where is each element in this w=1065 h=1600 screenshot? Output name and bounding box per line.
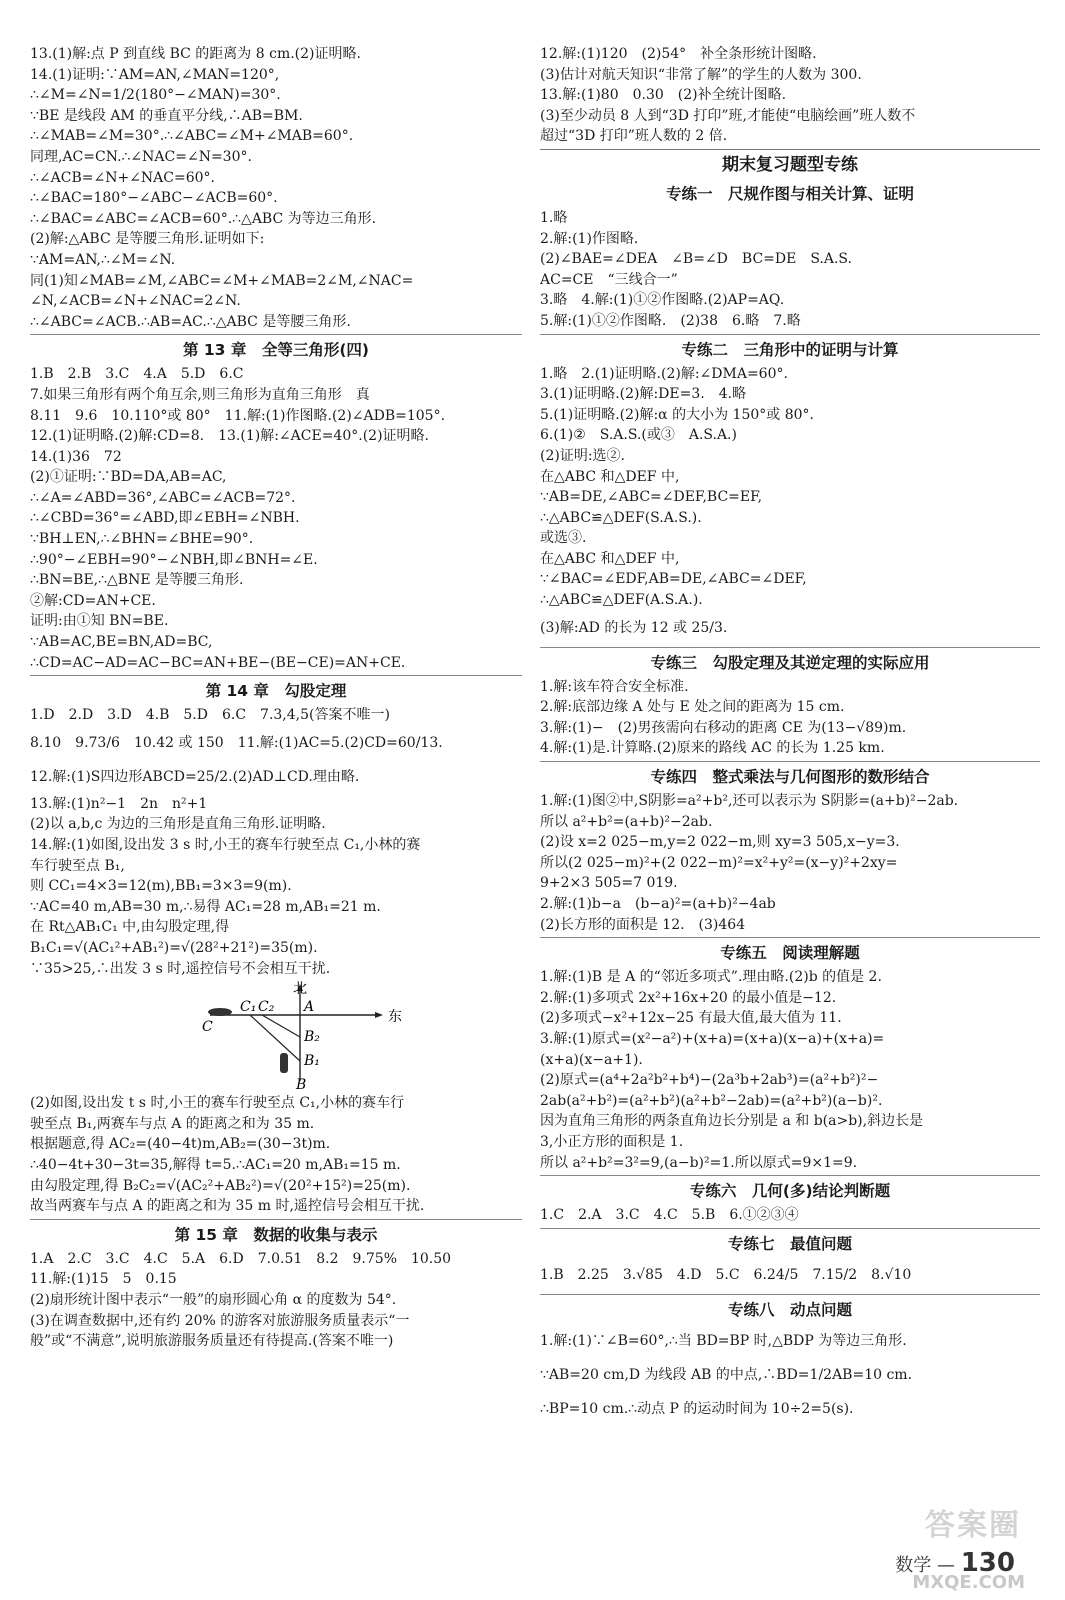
answer-line: ∵AC=40 m,AB=30 m,∴易得 AC₁=28 m,AB₁=21 m. (30, 898, 381, 915)
answer-line: 证明:由①知 BN=BE. (30, 613, 169, 630)
answer-line: ∵AB=AC,BE=BN,AD=BC, (30, 634, 213, 651)
answer-line: ∴△ABC≌△DEF(A.S.A.). (540, 592, 703, 609)
label-b2: B₂ (304, 1029, 320, 1046)
answer-line: 7.如果三角形有两个角互余,则三角形为直角三角形 真 (30, 386, 370, 403)
answer-line: 车行驶至点 B₁, (30, 857, 125, 874)
answer-line: ∵AB=20 cm,D 为线段 AB 的中点,∴BD=1/2AB=10 cm. (540, 1366, 913, 1383)
answer-line: 14.解:(1)如图,设出发 3 s 时,小王的赛车行驶至点 C₁,小林的赛 (30, 837, 421, 853)
answer-line: 故当两赛车与点 A 的距离之和为 35 m 时,遥控信号会相互干扰. (30, 1198, 425, 1215)
answer-line: (2)设 x=2 025−m,y=2 022−m,则 xy=3 505,x−y=3. (540, 834, 900, 851)
answer-line: 在△ABC 和△DEF 中, (540, 468, 680, 485)
answer-line: 1.D 2.D 3.D 4.B 5.D 6.C 7.3,4,5(答案不唯一) (30, 707, 390, 724)
chapter-13-heading: 第 13 章 全等三角形(四) (30, 334, 522, 364)
label-a: A (304, 999, 315, 1016)
answer-line: 或选③. (540, 530, 587, 547)
right-column (540, 44, 1040, 1426)
answer-line: 由勾股定理,得 B₂C₂=√(AC₂²+AB₂²)=√(20²+15²)=25(m). (30, 1177, 411, 1194)
left-column (30, 44, 522, 1352)
answer-line: 3.(1)证明略.(2)解:DE=3. 4.略 (540, 386, 747, 403)
diagram-svg (200, 981, 420, 1091)
footer-subject: 数学 (895, 1555, 932, 1576)
answer-line: 5.解:(1)①②作图略. (2)38 6.略 7.略 (540, 312, 801, 329)
answer-line: 3.解:(1)原式=(x²−a²)+(x+a)=(x+a)(x−a)+(x+a)= (540, 1030, 885, 1047)
answer-line: 同(1)知∠MAB=∠M,∠ABC=∠M+∠MAB=2∠M,∠NAC= (30, 272, 414, 289)
answer-line: AC=CE “三线合一” (540, 271, 678, 288)
page-number: 130 (960, 1548, 1015, 1578)
label-c1: C₁ (240, 999, 257, 1016)
answer-line: ②解:CD=AN+CE. (30, 592, 156, 609)
watermark-logo: 答案圈 (925, 1508, 1021, 1543)
answer-line: (2)扇形统计图中表示“一般”的扇形圆心角 α 的度数为 54°. (30, 1291, 397, 1308)
answer-line: 1.解:该车符合安全标准. (540, 678, 689, 695)
car-icon (208, 1008, 232, 1016)
watermark-url: MXQE.COM (912, 1572, 1025, 1593)
answer-line: 14.(1)36 72 (30, 448, 122, 465)
answer-line: ∵AB=DE,∠ABC=∠DEF,BC=EF, (540, 489, 763, 506)
label-c: C (202, 1019, 213, 1036)
footer-dash: — (936, 1555, 955, 1576)
final-review-heading: 期末复习题型专练 (540, 149, 1040, 179)
answer-line: 5.(1)证明略.(2)解:α 的大小为 150°或 80°. (540, 406, 814, 423)
answer-line: (2)以 a,b,c 为边的三角形是直角三角形.证明略. (30, 816, 326, 833)
chapter-15-heading: 第 15 章 数据的收集与表示 (30, 1219, 522, 1249)
answer-line: ∴∠ABC=∠ACB.∴AB=AC.∴△ABC 是等腰三角形. (30, 313, 351, 330)
answer-line: 2ab(a²+b²)=(a²+b²)(a²+b²−2ab)=(a²+b²)(a−b)². (540, 1092, 883, 1109)
section-1-heading: 专练一 尺规作图与相关计算、证明 (665, 184, 914, 203)
answer-line: 3.略 4.解:(1)①②作图略.(2)AP=AQ. (540, 292, 785, 309)
answer-line: ∵AM=AN,∴∠M=∠N. (30, 251, 176, 268)
race-car-diagram (30, 981, 522, 1091)
answer-line: ∴40−4t+30−3t=35,解得 t=5.∴AC₁=20 m,AB₁=15 m. (30, 1156, 401, 1173)
answer-line: 2.解:(1)多项式 2x²+16x+20 的最小值是−12. (540, 989, 837, 1006)
answer-line: ∵BH⊥EN,∴∠BHN=∠BHE=90°. (30, 531, 254, 548)
answer-line: 14.(1)证明:∵AM=AN,∠MAN=120°, (30, 66, 280, 83)
answer-line: 根据题意,得 AC₂=(40−4t)m,AB₂=(30−3t)m. (30, 1136, 331, 1153)
answer-line: 12.(1)证明略.(2)解:CD=8. 13.(1)解:∠ACE=40°.(2)证明略. (30, 428, 429, 445)
answer-line: 则 CC₁=4×3=12(m),BB₁=3×3=9(m). (30, 878, 292, 895)
answer-line: 同理,AC=CN.∴∠NAC=∠N=30°. (30, 148, 252, 165)
answer-line: (2)长方形的面积是 12. (3)464 (540, 916, 746, 933)
answer-line: ∴BP=10 cm.∴动点 P 的运动时间为 10÷2=5(s). (540, 1400, 854, 1417)
answer-line: 11.解:(1)15 5 0.15 (30, 1271, 177, 1288)
answer-line: 1.B 2.25 3.√85 4.D 5.C 6.24/5 7.15/2 8.√10 (540, 1266, 912, 1283)
answer-line: 2.解:(1)作图略. (540, 230, 639, 247)
answer-line: 所以 a²+b²=(a+b)²−2ab. (540, 813, 713, 830)
answer-line: 2.解:底部边缘 A 处与 E 处之间的距离为 15 cm. (540, 699, 845, 716)
answer-line: 8.10 9.73/6 10.42 或 150 11.解:(1)AC=5.(2)CD=60/13. (30, 734, 443, 751)
answer-line: 3.解:(1)− (2)男孩需向右移动的距离 CE 为(13−√89)m. (540, 719, 907, 736)
answer-line: ∴∠MAB=∠M=30°.∴∠ABC=∠M+∠MAB=60°. (30, 128, 354, 145)
answer-line: ∴∠M=∠N=1/2(180°−∠MAN)=30°. (30, 87, 281, 104)
answer-line: ∴∠BAC=180°−∠ABC−∠ACB=60°. (30, 190, 278, 207)
answer-line: (2)如图,设出发 t s 时,小王的赛车行驶至点 C₁,小林的赛车行 (30, 1095, 405, 1112)
answer-line: (3)估计对航天知识“非常了解”的学生的人数为 300. (540, 66, 862, 83)
answer-line: 13.解:(1)80 0.30 (2)补全统计图略. (540, 87, 787, 104)
answer-line: (2)解:△ABC 是等腰三角形.证明如下: (30, 231, 265, 248)
answer-line: ∵35>25,∴出发 3 s 时,遥控信号不会相互干扰. (30, 960, 331, 977)
answer-line: 1.C 2.A 3.C 4.C 5.B 6.①②③④ (540, 1207, 799, 1224)
label-north: 北 (293, 981, 307, 998)
answer-line: 1.略 (540, 209, 568, 226)
answer-line: 超过“3D 打印”班人数的 2 倍. (540, 128, 728, 145)
answer-line: (3)在调查数据中,还有约 20% 的游客对旅游服务质量表示“一 (30, 1312, 410, 1329)
answer-line: ∴BN=BE,∴△BNE 是等腰三角形. (30, 572, 244, 589)
answer-line: 1.解:(1)图②中,S阴影=a²+b²,还可以表示为 S阴影=(a+b)²−2ab. (540, 793, 959, 810)
answer-line: ∵∠BAC=∠EDF,AB=DE,∠ABC=∠DEF, (540, 571, 807, 588)
answer-line: (3)解:AD 的长为 12 或 25/3. (540, 619, 728, 636)
answer-line: 所以 a²+b²=3²=9,(a−b)²=1.所以原式=9×1=9. (540, 1154, 858, 1171)
section-3-heading: 专练三 勾股定理及其逆定理的实际应用 (540, 647, 1040, 677)
answer-line: 般”或“不满意”,说明旅游服务质量还有待提高.(答案不唯一) (30, 1333, 394, 1350)
answer-line: (3)至少动员 8 人到“3D 打印”班,才能使“电脑绘画”班人数不 (540, 107, 916, 124)
answer-line: ∵BE 是线段 AM 的垂直平分线,∴AB=BM. (30, 107, 303, 124)
answer-line: 1.略 2.(1)证明略.(2)解:∠DMA=60°. (540, 365, 788, 382)
answer-line: (2)①证明:∵BD=DA,AB=AC, (30, 469, 227, 486)
label-b: B (296, 1077, 307, 1092)
section-8-heading: 专练八 动点问题 (540, 1294, 1040, 1324)
section-2-heading: 专练二 三角形中的证明与计算 (540, 334, 1040, 364)
answer-line: ∴CD=AC−AD=AC−BC=AN+BE−(BE−CE)=AN+CE. (30, 654, 406, 671)
answer-line: 3,小正方形的面积是 1. (540, 1133, 684, 1150)
answer-line: (2)多项式−x²+12x−25 有最大值,最大值为 11. (540, 1010, 842, 1027)
answer-line: 1.B 2.B 3.C 4.A 5.D 6.C (30, 366, 244, 383)
answer-line: 8.11 9.6 10.110°或 80° 11.解:(1)作图略.(2)∠ADB=105°. (30, 407, 446, 424)
answer-line: 1.A 2.C 3.C 4.C 5.A 6.D 7.0.51 8.2 9.75% 10.50 (30, 1250, 452, 1267)
answer-line: 2.解:(1)b−a (b−a)²=(a+b)²−4ab (540, 896, 776, 912)
car-icon (280, 1053, 288, 1073)
answer-line: (2)∠BAE=∠DEA ∠B=∠D BC=DE S.A.S. (540, 251, 852, 268)
section-5-heading: 专练五 阅读理解题 (540, 937, 1040, 967)
answer-line: 在 Rt△AB₁C₁ 中,由勾股定理,得 (30, 919, 230, 936)
answer-line: 12.解:(1)120 (2)54° 补全条形统计图略. (540, 46, 817, 62)
answer-line: (x+a)(x−a+1). (540, 1051, 643, 1068)
answer-line: ∴∠A=∠ABD=36°,∠ABC=∠ACB=72°. (30, 489, 296, 506)
answer-line: 1.解:(1)B 是 A 的“邻近多项式”.理由略.(2)b 的值是 2. (540, 969, 882, 986)
answer-line: B₁C₁=√(AC₁²+AB₁²)=√(28²+21²)=35(m). (30, 939, 318, 956)
section-6-heading: 专练六 几何(多)结论判断题 (540, 1175, 1040, 1205)
answer-line: ∴△ABC≌△DEF(S.A.S.). (540, 509, 702, 526)
label-c2: C₂ (258, 999, 275, 1016)
answer-line: ∴∠CBD=36°=∠ABD,即∠EBH=∠NBH. (30, 510, 300, 527)
segment-c2-b2 (262, 1015, 300, 1037)
answer-line: ∠N,∠ACB=∠N+∠NAC=2∠N. (30, 293, 241, 310)
answer-line: 1.解:(1)∵∠B=60°,∴当 BD=BP 时,△BDP 为等边三角形. (540, 1332, 907, 1349)
east-arrow (375, 1012, 383, 1018)
answer-line: 13.解:(1)n²−1 2n n²+1 (30, 795, 208, 812)
answer-line: 4.解:(1)是.计算略.(2)原来的路线 AC 的长为 1.25 km. (540, 740, 885, 757)
answer-line: (2)原式=(a⁴+2a²b²+b⁴)−(2a³b+2ab³)=(a²+b²)²− (540, 1072, 879, 1089)
answer-line: ∴∠BAC=∠ABC=∠ACB=60°.∴△ABC 为等边三角形. (30, 210, 377, 227)
answer-line: 所以(2 025−m)²+(2 022−m)²=x²+y²=(x−y)²+2xy= (540, 854, 898, 871)
label-east: 东 (388, 1009, 402, 1026)
answer-line: 13.(1)解:点 P 到直线 BC 的距离为 8 cm.(2)证明略. (30, 46, 361, 62)
section-4-heading: 专练四 整式乘法与几何图形的数形结合 (540, 761, 1040, 791)
answer-line: 因为直角三角形的两条直角边长分别是 a 和 b(a>b),斜边长是 (540, 1113, 924, 1130)
answer-line: 在△ABC 和△DEF 中, (540, 550, 680, 567)
answer-line: 驶至点 B₁,两赛车与点 A 的距离之和为 35 m. (30, 1115, 315, 1132)
answer-line: 9+2×3 505=7 019. (540, 875, 678, 892)
answer-line: (2)证明:选②. (540, 447, 625, 464)
answer-line: ∴∠ACB=∠N+∠NAC=60°. (30, 169, 215, 186)
answer-line: 12.解:(1)S四边形ABCD=25/2.(2)AD⊥CD.理由略. (30, 768, 360, 785)
answer-line: ∴90°−∠EBH=90°−∠NBH,即∠BNH=∠E. (30, 551, 318, 568)
label-b1: B₁ (304, 1053, 320, 1070)
answer-line: 6.(1)② S.A.S.(或③ A.S.A.) (540, 427, 737, 444)
section-7-heading: 专练七 最值问题 (540, 1228, 1040, 1258)
chapter-14-heading: 第 14 章 勾股定理 (30, 675, 522, 705)
